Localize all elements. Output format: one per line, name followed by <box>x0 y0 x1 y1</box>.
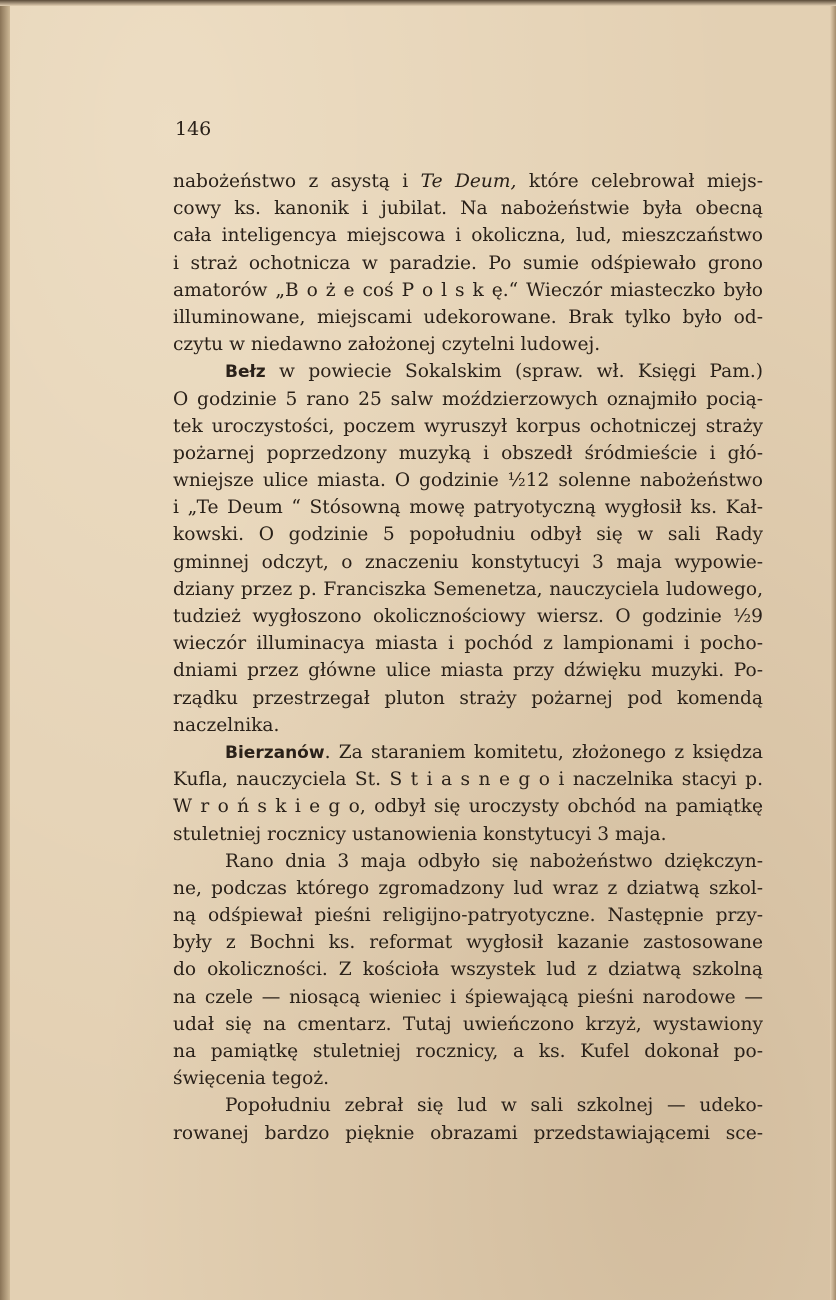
text-line <box>173 712 763 739</box>
text-line <box>173 1011 763 1038</box>
text-line <box>173 386 763 413</box>
text-line <box>173 848 763 875</box>
text-line <box>173 277 763 304</box>
text-line <box>173 494 763 521</box>
text-line <box>173 331 763 358</box>
text-line <box>173 168 763 195</box>
text-run: w powiecie Sokalskim (spraw. wł. Księgi Pam.) <box>265 361 763 383</box>
text-run: udał się na cmentarz. Tutaj uwieńczono krzyż, wystawiony <box>173 1013 763 1035</box>
text-line <box>173 1092 763 1119</box>
text-line <box>173 440 763 467</box>
text-run: cała inteligencya miejscowa i okoliczna, lud, mieszczaństwo <box>173 225 763 247</box>
text-line <box>173 304 763 331</box>
text-run: wieczór illuminacya miasta i pochód z lampionami i pocho- <box>173 633 763 655</box>
text-run: ną odśpiewał pieśni religijno-patryotyczne. Następnie przy- <box>173 905 763 927</box>
text-line <box>173 739 763 766</box>
text-line <box>173 821 763 848</box>
text-run: dziany przez p. Franciszka Semenetza, nauczyciela ludowego, <box>173 578 763 600</box>
text-run: rządku przestrzegał pluton straży pożarnej pod komendą <box>173 687 763 709</box>
page-top-edge <box>0 0 836 6</box>
text-line <box>173 657 763 684</box>
page-number: 146 <box>175 118 212 140</box>
text-run: tek uroczystości, poczem wyruszył korpus ochotniczej straży <box>173 415 763 437</box>
text-line <box>173 1065 763 1092</box>
text-run: gminnej odczyt, o znaczeniu konstytucyi 3 maja wypowie- <box>173 551 763 573</box>
italic-text: Te Deum, <box>420 171 517 192</box>
text-run: które celebrował miejs- <box>516 171 763 192</box>
text-line <box>173 521 763 548</box>
text-run: były z Bochni ks. reformat wygłosił kazanie zastosowane <box>173 932 763 954</box>
text-line <box>173 929 763 956</box>
text-run: amatorów „B o ż e coś P o l s k ę.“ Wieczór miasteczko było <box>173 279 763 301</box>
text-line <box>173 549 763 576</box>
text-run: czytu w niedawno założonej czytelni ludowej. <box>173 334 601 356</box>
text-run: wniejsze ulice miasta. O godzinie ½12 solenne nabożeństwo <box>173 470 763 492</box>
text-line <box>173 630 763 657</box>
text-run: illuminowane, miejscami udekorowane. Brak tylko było od- <box>173 306 763 328</box>
place-name: Bierzanów <box>225 742 325 763</box>
body-text <box>173 168 763 1147</box>
text-run: święcenia tegoż. <box>173 1068 330 1090</box>
text-run: i „Te Deum “ Stósowną mowę patryotyczną wygłosił ks. Kał- <box>173 497 763 519</box>
page-left-edge <box>0 0 10 1300</box>
place-name: Bełz <box>225 362 266 383</box>
text-line <box>173 250 763 277</box>
text-run: W r o ń s k i e g o, odbył się uroczysty obchód na pamiątkę <box>173 796 763 818</box>
text-run: pożarnej poprzedzony muzyką i obszedł śródmieście i głó- <box>173 442 763 464</box>
text-run: Popołudniu zebrał się lud w sali szkolnej — udeko- <box>225 1095 763 1117</box>
text-line <box>173 195 763 222</box>
text-run: stuletniej rocznicy ustanowienia konstytucyi 3 maja. <box>173 823 667 845</box>
text-line <box>173 576 763 603</box>
text-line <box>173 358 763 385</box>
text-run: Kufla, nauczyciela St. S t i a s n e g o i naczelnika stacyi p. <box>173 769 763 791</box>
page-right-edge <box>830 0 836 1300</box>
text-run: . Za staraniem komitetu, złożonego z księdza <box>324 741 763 763</box>
text-line <box>173 875 763 902</box>
text-run: dniami przez główne ulice miasta przy dźwięku muzyki. Po- <box>173 660 763 682</box>
text-line <box>173 685 763 712</box>
text-line <box>173 413 763 440</box>
text-run: cowy ks. kanonik i jubilat. Na nabożeństwie była obecną <box>173 198 763 220</box>
text-run: naczelnika. <box>173 714 280 736</box>
text-run: rowanej bardzo pięknie obrazami przedstawiającemi sce- <box>173 1122 763 1144</box>
text-run: nabożeństwo z asystą i <box>173 171 421 192</box>
text-line <box>173 766 763 793</box>
text-line <box>173 467 763 494</box>
text-line <box>173 793 763 820</box>
text-run: O godzinie 5 rano 25 salw moździerzowych oznajmiło pocią- <box>173 388 763 410</box>
text-run: kowski. O godzinie 5 popołudniu odbył się w sali Rady <box>173 524 763 546</box>
text-line <box>173 603 763 630</box>
text-line <box>173 1120 763 1147</box>
text-line <box>173 902 763 929</box>
text-line <box>173 1038 763 1065</box>
text-line <box>173 984 763 1011</box>
text-line <box>173 956 763 983</box>
text-run: do okoliczności. Z kościoła wszystek lud z dziatwą szkolną <box>173 959 763 981</box>
text-run: na czele — niosącą wieniec i śpiewającą pieśni narodowe — <box>173 986 763 1008</box>
text-run: Rano dnia 3 maja odbyło się nabożeństwo dziękczyn- <box>225 850 763 872</box>
text-run: ne, podczas którego zgromadzony lud wraz z dziatwą szkol- <box>173 877 763 899</box>
text-run: tudzież wygłoszono okolicznościowy wiersz. O godzinie ½9 <box>173 606 763 627</box>
text-run: na pamiątkę stuletniej rocznicy, a ks. Kufel dokonał po- <box>173 1041 763 1062</box>
text-run: i straż ochotnicza w paradzie. Po sumie odśpiewało grono <box>173 252 763 274</box>
text-line <box>173 222 763 249</box>
